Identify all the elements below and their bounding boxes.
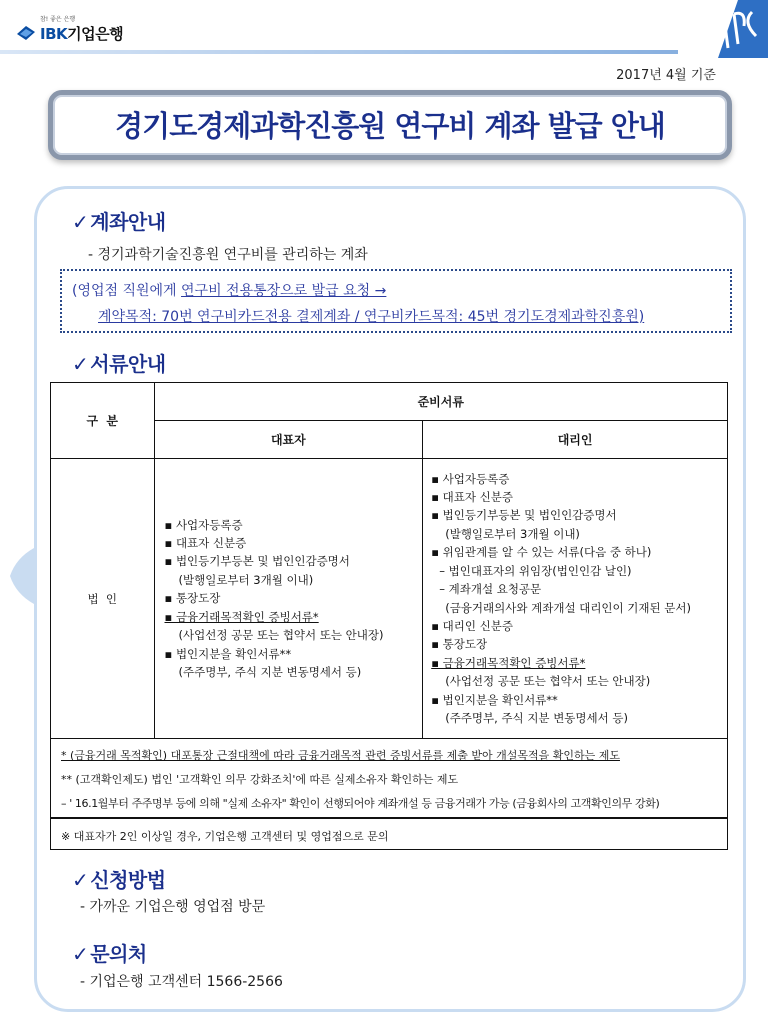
rep-docs-list: [165, 516, 423, 682]
documents-table: [50, 382, 728, 739]
rep-docs-cell: [154, 459, 423, 739]
rep-column-header: 대표자: [154, 421, 423, 459]
list-item: ▪ 사업자등록증: [431, 471, 510, 486]
list-item: ▪ 사업자등록증: [164, 517, 243, 532]
apply-description: - 가까운 기업은행 영업점 방문: [80, 899, 266, 915]
note-purpose-check: * (금융거래 목적확인) 대포통장 근절대책에 따라 금융거래목적 관련 증빙서류를 제출 받아 개설목적을 확인하는 제도: [61, 749, 620, 762]
header-divider: [0, 50, 768, 54]
list-item: (금융거래의사와 계좌개설 대리인이 기재된 문서): [445, 600, 691, 615]
check-icon: ✓: [72, 868, 89, 892]
account-notice-box: [60, 269, 732, 333]
section-heading-apply: ✓ 신청방법: [72, 868, 166, 892]
title-banner: [48, 90, 732, 160]
top-bar: [0, 0, 768, 58]
notice-line-1: (영업점 직원에게 연구비 전용통장으로 발급 요청 →: [72, 283, 387, 299]
agent-docs-cell: [423, 459, 728, 739]
page-title: 경기도경제과학진흥원 연구비 계좌 발급 안내: [115, 109, 665, 143]
list-item: ▪ 금융거래목적확인 증빙서류*: [431, 655, 586, 670]
contact-description: - 기업은행 고객센터 1566-2566: [80, 974, 283, 990]
section-heading-contact: ✓ 문의처: [72, 942, 147, 966]
list-item: ▪ 대리인 신분증: [431, 618, 513, 633]
table-notes: [50, 738, 728, 818]
list-item: ▪ 위임관계를 알 수 있는 서류(다음 중 하나): [431, 545, 652, 560]
logo-wordmark: IBK기업은행: [40, 25, 124, 43]
note-owner-check: – ' 16.1월부터 주주명부 등에 의해 "실제 소유자" 확인이 선행되어야 계좌개설 등 금융거래가 가능 (금융회사의 고객확인의무 강화): [61, 797, 660, 810]
list-item: ▪ 금융거래목적확인 증빙서류*: [164, 609, 319, 624]
check-icon: ✓: [72, 210, 89, 234]
notice-line-2: 계약목적: 70번 연구비카드전용 결제계좌 / 연구비카드목적: 45번 경기도경제과학진흥원): [98, 309, 645, 325]
list-item: ▪ 통장도장: [164, 591, 221, 606]
list-item: ▪ 대표자 신분증: [164, 536, 247, 551]
list-item: ▪ 법인지분을 확인서류**: [164, 646, 292, 661]
panel-side-tab: [8, 548, 34, 604]
prep-docs-header: 준비서류: [154, 383, 728, 421]
list-item: (사업선정 공문 또는 협약서 또는 안내장): [178, 628, 384, 643]
list-item: (주주명부, 주식 지분 변동명세서 등): [178, 664, 362, 679]
note-customer-check: ** (고객확인제도) 법인 '고객확인 의무 강화조치'에 따른 실제소유자 확인하는 제도: [61, 773, 459, 786]
logo-tagline: 참! 좋은 은행: [40, 16, 76, 23]
footnote-box: [50, 818, 728, 850]
ibk-logo-icon: [16, 24, 36, 42]
section-heading-account: ✓ 계좌안내: [72, 210, 166, 234]
section-heading-documents: ✓ 서류안내: [72, 352, 166, 376]
list-item: (발행일로부터 3개월 이내): [445, 526, 580, 541]
category-header: 구 분: [51, 383, 155, 459]
list-item: (주주명부, 주식 지분 변동명세서 등): [445, 710, 628, 725]
list-item: ▪ 대표자 신분증: [431, 490, 513, 505]
list-item: ▪ 법인등기부등본 및 법인인감증명서: [164, 554, 350, 569]
agent-column-header: 대리인: [423, 421, 728, 459]
list-item: ▪ 통장도장: [431, 637, 488, 652]
list-item: ▪ 법인등기부등본 및 법인인감증명서: [431, 508, 617, 523]
footnote-text: ※ 대표자가 2인 이상일 경우, 기업은행 고객센터 및 영업점으로 문의: [61, 830, 389, 843]
reference-date: 2017년 4월 기준: [616, 68, 716, 83]
ibk-corner-mark-icon: [678, 0, 768, 58]
account-description: - 경기과학기술진흥원 연구비를 관리하는 계좌: [88, 247, 368, 263]
list-item: (사업선정 공문 또는 협약서 또는 안내장): [445, 674, 651, 689]
check-icon: ✓: [72, 942, 89, 966]
agent-docs-list: [431, 470, 727, 728]
row-label-corporation: 법 인: [51, 459, 155, 739]
check-icon: ✓: [72, 352, 89, 376]
list-item: – 계좌개설 요청공문: [439, 582, 542, 597]
list-item: – 법인대표자의 위임장(법인인감 날인): [439, 563, 632, 578]
list-item: ▪ 법인지분을 확인서류**: [431, 692, 558, 707]
list-item: (발행일로부터 3개월 이내): [178, 572, 314, 587]
